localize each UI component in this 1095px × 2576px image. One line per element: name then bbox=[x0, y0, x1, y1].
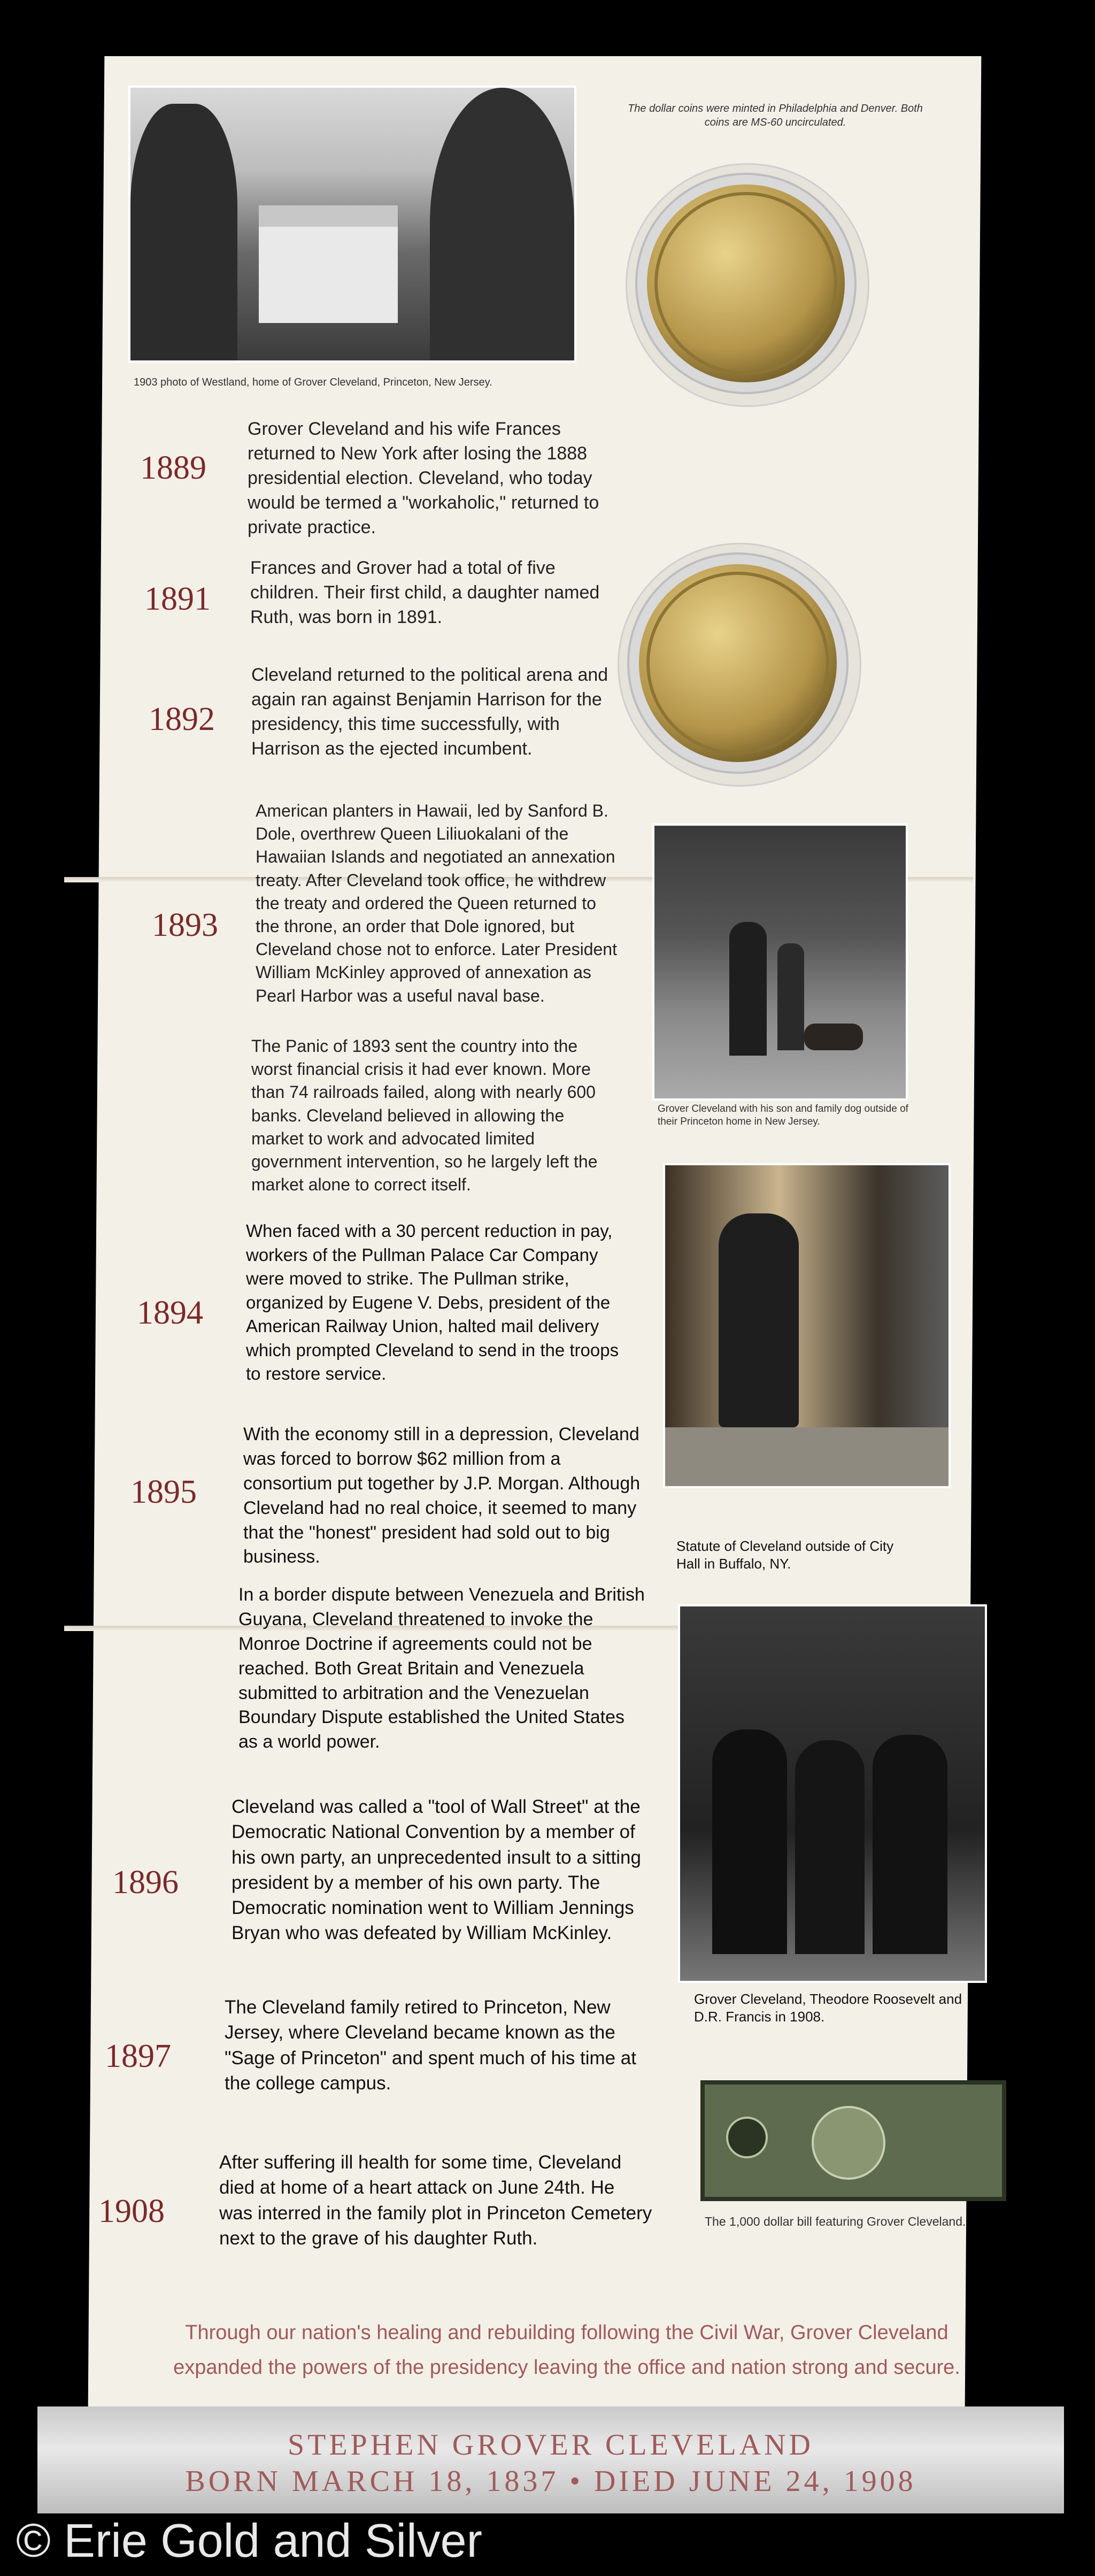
year-label: 1889 bbox=[140, 450, 206, 486]
timeline-entry: American planters in Hawaii, led by Sanford B. Dole, overthrew Queen Liliuokalani of the Hawaiian Islands and negotiated an annexation treaty. After Cleveland took office, he withdrew the treaty and ordered the Queen returned to the throne, an order that Dole ignored, but Cleveland chose not to enforce. Later President William McKinley approved of annexation as Pearl Harbor was a useful naval base. bbox=[256, 801, 617, 1005]
timeline-entry: Grover Cleveland and his wife Frances returned to New York after losing the 1888 presidential election. Cleveland, who today would be termed a "workaholic," returned to private practice. bbox=[248, 419, 599, 537]
year-label: 1897 bbox=[105, 2038, 171, 2074]
coin-note: The dollar coins were minted in Philadelphia and Denver. Both coins are MS-60 uncirculated. bbox=[628, 103, 923, 128]
photo-caption: Grover Cleveland, Theodore Roosevelt and D.R. Francis in 1908. bbox=[694, 1991, 962, 2025]
timeline-entry: Cleveland returned to the political arena and again ran against Benjamin Harrison for the presidency, this time successfully, with Harrison as the ejected incumbent. bbox=[251, 665, 608, 759]
watermark: © Erie Gold and Silver bbox=[16, 2514, 482, 2567]
family-dog-photo bbox=[652, 824, 908, 1101]
timeline-entry: With the economy still in a depression, Cleveland was forced to borrow $62 million from a consortium put together by J.P. Morgan. Although Cleveland had no real choice, it seemed to many that the "honest" president had sold out to big business. bbox=[243, 1424, 641, 1567]
name-band bbox=[37, 2406, 1064, 2513]
westland-photo bbox=[128, 86, 576, 363]
year-label: 1891 bbox=[144, 581, 211, 617]
year-label: 1892 bbox=[149, 701, 215, 737]
president-name: STEPHEN GROVER CLEVELAND bbox=[288, 2428, 814, 2462]
life-dates: BORN MARCH 18, 1837 • DIED JUNE 24, 1908 bbox=[185, 2465, 916, 2498]
year-label: 1896 bbox=[112, 1864, 179, 1901]
statue-photo bbox=[663, 1163, 951, 1488]
closing-statement: Through our nation's healing and rebuilding following the Civil War, Grover Cleveland expanded the powers of the presidency leaving the office and nation strong and secure. bbox=[173, 2321, 960, 2379]
photo-caption: 1903 photo of Westland, home of Grover Cleveland, Princeton, New Jersey. bbox=[134, 376, 492, 388]
year-label: 1893 bbox=[152, 907, 218, 943]
dollar-coin-denver bbox=[639, 564, 837, 762]
timeline-entry: The Panic of 1893 sent the country into the worst financial crisis it had ever known. More than 74 railroads failed, along with nearly 600 banks. Cleveland believed in allowing the market to work and advocated limited government intervention, so he largely left the market alone to correct itself. bbox=[251, 1036, 598, 1195]
photo-caption: Grover Cleveland with his son and family dog outside of their Princeton home in New Jersey. bbox=[658, 1103, 908, 1127]
dollar-coin-philadelphia bbox=[647, 184, 845, 382]
photo-caption: The 1,000 dollar bill featuring Grover Cleveland. bbox=[705, 2214, 966, 2228]
year-label: 1908 bbox=[98, 2193, 165, 2229]
timeline-entry: Frances and Grover had a total of five children. Their first child, a daughter named Ruth, was born in 1891. bbox=[250, 558, 600, 627]
year-label: 1895 bbox=[130, 1474, 197, 1510]
year-label: 1894 bbox=[137, 1295, 203, 1331]
thousand-dollar-bill bbox=[700, 2080, 1006, 2201]
timeline-entry: After suffering ill health for some time, Cleveland died at home of a heart attack on June 24th. He was interred in the family plot in Princeton Cemetery next to the grave of his daughter Ruth. bbox=[219, 2152, 652, 2249]
timeline-entry: In a border dispute between Venezuela and British Guyana, Cleveland threatened to invoke the Monroe Doctrine if agreements could not be reached. Both Great Britain and Venezuela submitted to arbitration and the Venezuelan Boundary Dispute established the United States as a world power. bbox=[238, 1585, 645, 1752]
photo-caption: Statute of Cleveland outside of City Hall in Buffalo, NY. bbox=[676, 1538, 894, 1572]
timeline-entry: The Cleveland family retired to Princeton, New Jersey, where Cleveland became known as the "Sage of Princeton" and spent much of his time at the college campus. bbox=[225, 1997, 636, 2094]
timeline-entry: When faced with a 30 percent reduction in pay, workers of the Pullman Palace Car Company were moved to strike. The Pullman strike, organized by Eugene V. Debs, president of the American Railway Union, halted mail delivery which prompted Cleveland to send in the troops to restore service. bbox=[246, 1221, 619, 1384]
timeline-entry: Cleveland was called a "tool of Wall Street" at the Democratic National Convention by a member of his own party, an unprecedented insult to a sitting president by a member of his own party. The Democratic nomination went to William Jennings Bryan who was defeated by William McKinley. bbox=[232, 1796, 641, 1944]
group-photo bbox=[678, 1604, 987, 1983]
